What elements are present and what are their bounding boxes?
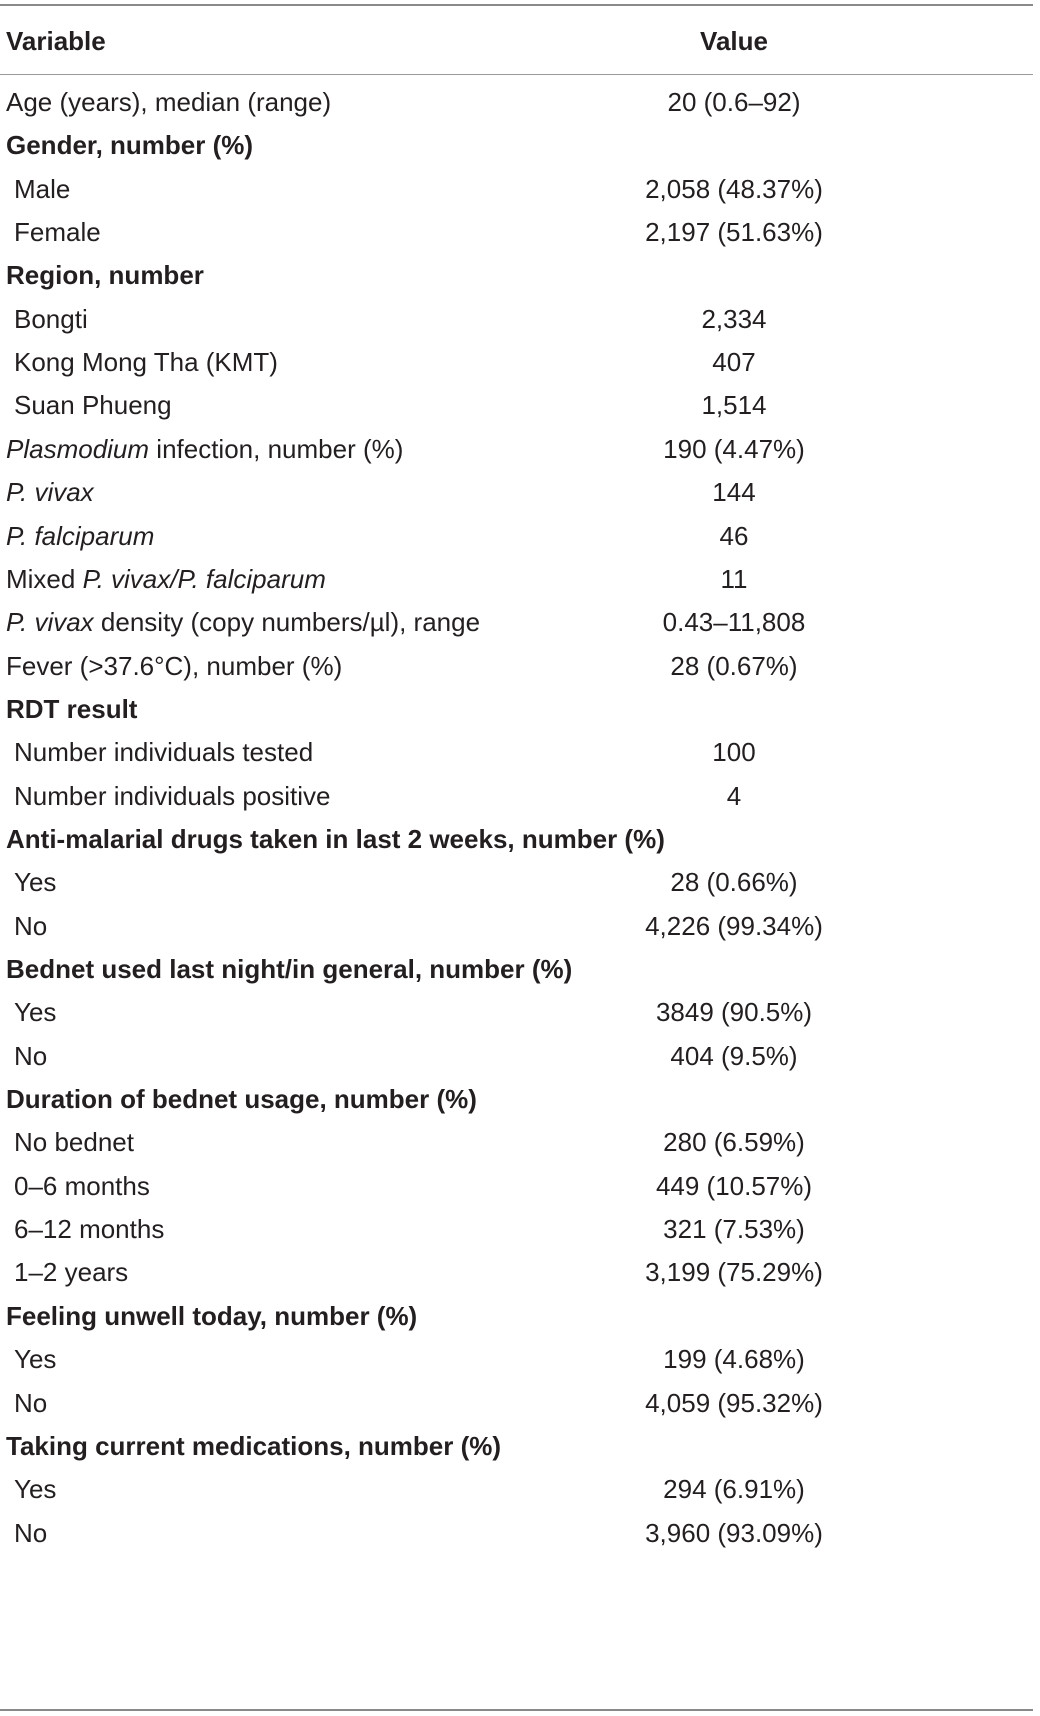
row-label: RDT result: [6, 694, 138, 724]
table-header-row: [0, 21, 1040, 61]
row-label: No: [14, 1518, 48, 1548]
table-row: [0, 1252, 1040, 1292]
section-heading-row: [0, 689, 1040, 729]
row-label: Fever (>37.6°C), number (%): [6, 651, 343, 681]
row-label: Kong Mong Tha (KMT): [14, 347, 278, 377]
table-row: [0, 212, 1040, 252]
row-label: No bednet: [14, 1127, 134, 1157]
row-label-rest: infection, number (%): [149, 434, 404, 464]
row-value: 4: [726, 781, 742, 811]
row-label: 0–6 months: [14, 1171, 150, 1201]
table-row: [0, 429, 1040, 469]
row-value: 3,199 (75.29%): [645, 1257, 823, 1287]
table-row: [0, 602, 1040, 642]
row-value: 2,334: [701, 304, 767, 334]
row-label: 6–12 months: [14, 1214, 165, 1244]
table-row: [0, 385, 1040, 425]
table-row: [0, 776, 1040, 816]
section-heading-row: [0, 1296, 1040, 1336]
row-label: Yes: [14, 1474, 57, 1504]
row-value: 0.43–11,808: [662, 607, 806, 637]
row-label: Anti-malarial drugs taken in last 2 weeks, number (%): [6, 824, 665, 854]
row-label: No: [14, 1388, 48, 1418]
table-row: [0, 906, 1040, 946]
table-row: [0, 1036, 1040, 1076]
row-label: Gender, number (%): [6, 130, 254, 160]
table-row: [0, 559, 1040, 599]
row-value: 4,059 (95.32%): [645, 1388, 823, 1418]
row-value: 28 (0.67%): [670, 651, 798, 681]
section-heading-row: [0, 1079, 1040, 1119]
row-value: 449 (10.57%): [655, 1171, 813, 1201]
row-label: Number individuals positive: [14, 781, 331, 811]
table-row: [0, 862, 1040, 902]
table-row: [0, 1166, 1040, 1206]
header-value: Value: [700, 26, 768, 56]
table-row: [0, 732, 1040, 772]
row-label: [6, 472, 94, 512]
row-value: 4,226 (99.34%): [645, 911, 823, 941]
row-label: Suan Phueng: [14, 390, 172, 420]
table-row: [0, 82, 1040, 122]
table-row: [0, 1209, 1040, 1249]
row-label: [6, 516, 154, 556]
row-label: Duration of bednet usage, number (%): [6, 1084, 477, 1114]
row-value: 190 (4.47%): [663, 434, 805, 464]
row-label: Region, number: [6, 260, 204, 290]
table-row: [0, 646, 1040, 686]
row-label-species: P. vivax: [6, 477, 94, 507]
row-value: 20 (0.6–92): [667, 87, 801, 117]
table-header-rule: [0, 74, 1033, 75]
row-value: 3,960 (93.09%): [645, 1518, 823, 1548]
table-row: [0, 516, 1040, 556]
row-label: Yes: [14, 1344, 57, 1374]
table-row: [0, 1513, 1040, 1553]
row-label: [6, 429, 403, 469]
row-label: [6, 602, 480, 642]
section-heading-row: [0, 1426, 1040, 1466]
row-value: 2,058 (48.37%): [645, 174, 823, 204]
section-heading-row: [0, 125, 1040, 165]
row-value: 46: [719, 521, 749, 551]
section-heading-row: [0, 819, 1040, 859]
row-label: No: [14, 1041, 48, 1071]
row-label: [6, 559, 326, 599]
row-label: Number individuals tested: [14, 737, 314, 767]
table-row: [0, 342, 1040, 382]
row-value: 404 (9.5%): [670, 1041, 798, 1071]
table-row: [0, 299, 1040, 339]
row-value: 407: [712, 347, 756, 377]
table-row: [0, 1339, 1040, 1379]
table-row: [0, 1122, 1040, 1162]
row-value: 28 (0.66%): [670, 867, 798, 897]
row-value: 100: [712, 737, 756, 767]
table-row: [0, 992, 1040, 1032]
row-label: Feeling unwell today, number (%): [6, 1301, 418, 1331]
row-value: 144: [712, 477, 756, 507]
row-label-species: P. vivax/P. falciparum: [82, 564, 326, 594]
row-value: 321 (7.53%): [663, 1214, 805, 1244]
section-heading-row: [0, 255, 1040, 295]
row-label-prefix: Mixed: [6, 564, 83, 594]
section-heading-row: [0, 949, 1040, 989]
row-value: 294 (6.91%): [663, 1474, 805, 1504]
row-value: 2,197 (51.63%): [645, 217, 823, 247]
row-label: Bednet used last night/in general, number (%): [6, 954, 573, 984]
row-label: No: [14, 911, 48, 941]
row-label: Bongti: [14, 304, 88, 334]
table-row: [0, 1383, 1040, 1423]
row-label: Age (years), median (range): [6, 87, 332, 117]
row-label-species: P. vivax: [6, 607, 94, 637]
row-value: 1,514: [701, 390, 767, 420]
row-label-rest: density (copy numbers/µl), range: [93, 607, 481, 637]
row-label: Female: [14, 217, 101, 247]
row-label-species: P. falciparum: [6, 521, 155, 551]
row-value: 199 (4.68%): [663, 1344, 805, 1374]
table-row: [0, 169, 1040, 209]
table-row: [0, 1469, 1040, 1509]
row-label: 1–2 years: [14, 1257, 129, 1287]
row-label-species: Plasmodium: [6, 434, 150, 464]
row-value: 280 (6.59%): [663, 1127, 805, 1157]
table-top-rule: [0, 4, 1033, 6]
row-value: 3849 (90.5%): [655, 997, 813, 1027]
header-variable: Variable: [6, 26, 106, 56]
row-label: Yes: [14, 867, 57, 897]
row-label: Male: [14, 174, 71, 204]
table-row: [0, 472, 1040, 512]
row-value: 11: [720, 564, 748, 594]
row-label: Yes: [14, 997, 57, 1027]
row-label: Taking current medications, number (%): [6, 1431, 502, 1461]
table-bottom-rule: [0, 1709, 1033, 1711]
